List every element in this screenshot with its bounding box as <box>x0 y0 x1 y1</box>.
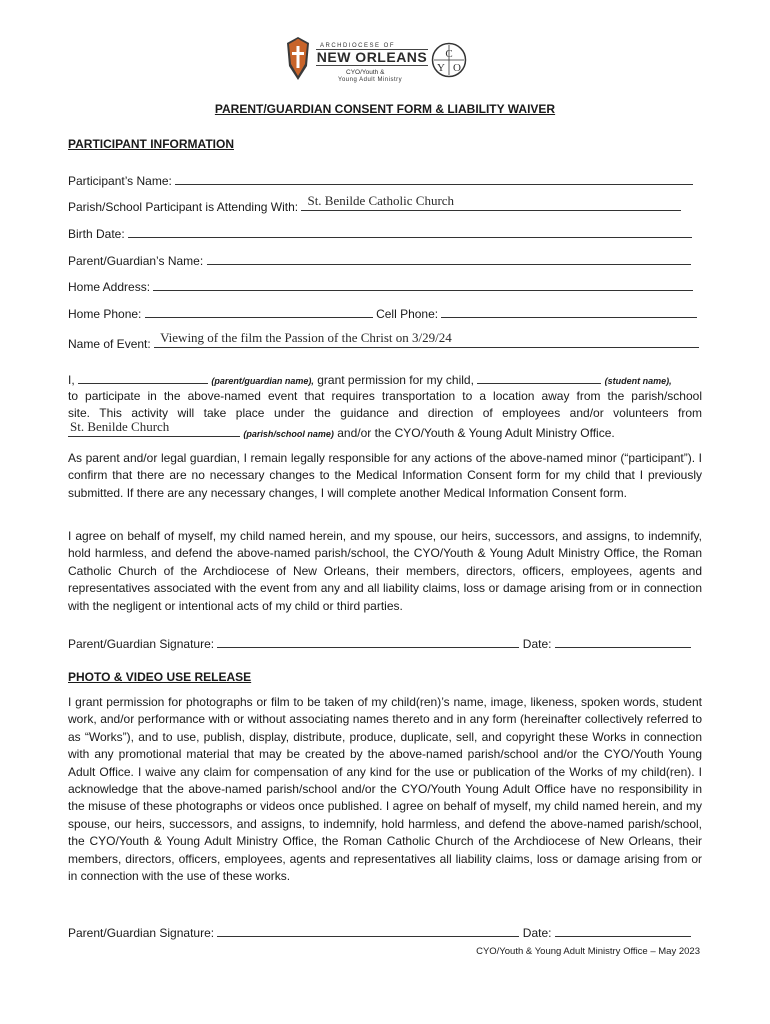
event-label: Name of Event: <box>68 337 151 351</box>
org-main-label: NEW ORLEANS <box>316 49 428 65</box>
org-small-label: ARCHDIOCESE OF <box>320 43 396 49</box>
consent-line-1 <box>68 371 672 387</box>
grant-permission-text: grant permission for my child, <box>317 373 474 387</box>
consent-signature-label: Parent/Guardian Signature: <box>68 637 215 651</box>
consent-signature-field[interactable] <box>217 635 519 648</box>
parish-handwritten-value: St. Benilde Catholic Church <box>307 193 455 208</box>
parish-school-tag: (parish/school name) <box>243 429 334 439</box>
guardian-name-label: Parent/Guardian’s Name: <box>68 254 204 268</box>
svg-text:C: C <box>445 48 453 60</box>
org-sub-label-2: Young Adult Ministry <box>338 77 403 83</box>
consent-signature-row <box>68 635 691 651</box>
event-row <box>68 330 699 351</box>
parish-field[interactable] <box>301 193 681 211</box>
parish-label: Parish/School Participant is Attending With: <box>68 200 299 214</box>
home-phone-field[interactable] <box>145 305 373 318</box>
guardian-responsibility-paragraph <box>68 450 702 502</box>
archdiocese-logo <box>283 36 473 88</box>
photo-date-label: Date: <box>522 926 552 940</box>
guardian-responsibility-text: As parent and/or legal guardian, I remain legally responsible for any actions of the above-named minor (“participant”). I confirm that there are no necessary changes to the Medical Information Consent form for my child that I previously submitted. If there are any necessary changes, I will complete another Medical Information Consent form. <box>68 451 702 500</box>
crest-icon <box>285 36 311 82</box>
consent-date-label: Date: <box>522 637 552 651</box>
svg-text:O: O <box>453 62 461 74</box>
photo-signature-row <box>68 924 691 940</box>
consent-line-4-end: and/or the CYO/Youth & Young Adult Ministry Office. <box>337 426 615 440</box>
phone-row <box>68 305 697 321</box>
consent-i-label: I, <box>68 373 75 387</box>
consent-date-field[interactable] <box>555 635 691 648</box>
consent-parish-field[interactable] <box>68 419 240 437</box>
consent-parish-handwritten-value: St. Benilde Church <box>70 419 170 434</box>
svg-text:Y: Y <box>437 62 445 74</box>
photo-release-text: I grant permission for photographs or film to be taken of my child(ren)’s name, image, likeness, spoken words, student work, and/or performance with or without associating names thereto and in any form (hereinafter collectively referred to as “Works”), and to use, publish, display, distribute, produce, duplicate, sell, and copyright these Works in connection with any promotional material that may be created by the above-named parish/school and/or the CYO/Youth Young Adult Office. I waive any claim for compensation of any kind for the use or publication of the Works of my child(ren). I acknowledge that the above-named parish/school and/or the CYO/Youth Young Adult Office have no responsibility in the misuse of these photographs or videos once published. I agree on behalf of myself, my child named herein, and my spouse, our heirs, successors, and assigns, to indemnify, hold harmless, and defend the above-named parish/school, the CYO/Youth & Young Adult Ministry Office, the Roman Catholic Church of the Archdiocese of New Orleans, their members, directors, officers, employees, agents and representatives all liability claims, loss or damage arising from or in connection with the use of these works. <box>68 695 702 884</box>
org-sub-label-1: CYO/Youth & <box>346 69 385 76</box>
student-name-tag: (student name), <box>604 376 672 386</box>
participant-name-field[interactable] <box>175 172 693 185</box>
consent-line-2: to participate in the above-named event that requires transportation to a location away from the parish/school <box>68 389 702 403</box>
consent-line-4 <box>68 419 615 440</box>
guardian-consent-name-field[interactable] <box>78 371 208 384</box>
indemnity-paragraph <box>68 528 702 615</box>
consent-line-3: site. This activity will take place under the guidance and direction of employees and/or volunteers from <box>68 406 702 420</box>
guardian-name-row <box>68 252 691 268</box>
photo-signature-field[interactable] <box>217 924 519 937</box>
home-phone-label: Home Phone: <box>68 307 142 321</box>
form-title: PARENT/GUARDIAN CONSENT FORM & LIABILITY WAIVER <box>214 102 556 116</box>
guardian-name-tag: (parent/guardian name), <box>211 376 314 386</box>
indemnity-text: I agree on behalf of myself, my child named herein, and my spouse, our heirs, successors, and assigns, to indemnify, hold harmless, and defend the above-named parish/school, the CYO/Youth & Young Adult Ministry Office, the Roman Catholic Church of the Archdiocese of New Orleans, their members, directors, officers, employees, agents and representatives associated with the event from any and all liability claims, loss or damage arising from or in connection with the negligent or intentional acts of my child or third parties. <box>68 529 702 613</box>
birth-date-label: Birth Date: <box>68 227 125 241</box>
birth-date-row <box>68 225 692 241</box>
home-address-field[interactable] <box>153 278 693 291</box>
cell-phone-label: Cell Phone: <box>376 307 439 321</box>
participant-section-heading: PARTICIPANT INFORMATION <box>68 137 234 151</box>
cyo-circle-logo-icon <box>431 42 467 78</box>
footer-note: CYO/Youth & Young Adult Ministry Office – May 2023 <box>476 946 700 957</box>
photo-section-heading: PHOTO & VIDEO USE RELEASE <box>68 670 252 684</box>
home-address-label: Home Address: <box>68 280 151 294</box>
parish-row <box>68 193 681 214</box>
birth-date-field[interactable] <box>128 225 692 238</box>
event-handwritten-value: Viewing of the film the Passion of the Christ on 3/29/24 <box>160 330 452 345</box>
cell-phone-field[interactable] <box>441 305 697 318</box>
event-field[interactable] <box>154 330 699 348</box>
home-address-row <box>68 278 693 294</box>
photo-signature-label: Parent/Guardian Signature: <box>68 926 215 940</box>
student-name-field[interactable] <box>477 371 601 384</box>
photo-date-field[interactable] <box>555 924 691 937</box>
guardian-name-field[interactable] <box>207 252 691 265</box>
participant-name-label: Participant’s Name: <box>68 174 172 188</box>
participant-name-row <box>68 172 693 188</box>
photo-release-paragraph <box>68 694 702 885</box>
